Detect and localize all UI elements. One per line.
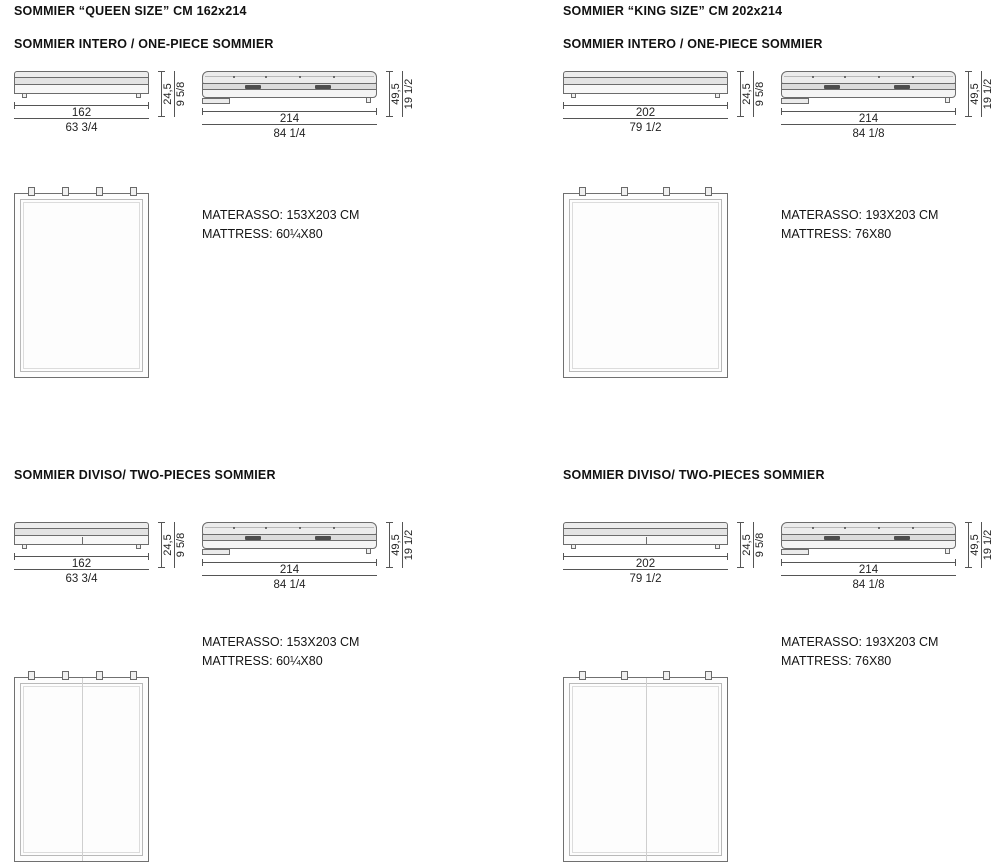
side-height-cm: 49,5 (969, 83, 981, 105)
mattress-tuft (878, 527, 880, 529)
sommier-base (781, 89, 956, 98)
elevation-row (563, 71, 995, 149)
dimension-line (781, 562, 956, 563)
panel-subtitle: SOMMIER INTERO / ONE-PIECE SOMMIER (563, 37, 823, 51)
sommier-side-view (202, 522, 377, 549)
dimension-line (202, 111, 377, 112)
spec-block (781, 633, 938, 671)
panel-subtitle: SOMMIER DIVISO/ TWO-PIECES SOMMIER (14, 468, 276, 482)
spec-mattress: MATTRESS: 60¼X80 (202, 227, 323, 241)
front-height-cm: 24,5 (741, 83, 753, 105)
spec-materasso: MATERASSO: 193X203 CM (781, 208, 939, 222)
side-length-cm: 214 (858, 564, 879, 576)
dimension-line-inches (781, 124, 956, 125)
plan-view (14, 193, 149, 378)
plan-split-line (646, 678, 647, 861)
spec-mattress: MATTRESS: 60¼X80 (202, 654, 323, 668)
sommier-base (781, 540, 956, 549)
mattress-tuft (233, 76, 235, 78)
front-elevation-drawing (14, 71, 187, 134)
band-clip (824, 536, 840, 540)
front-width-in: 63 3/4 (65, 573, 98, 585)
sommier-band (781, 534, 956, 541)
front-width-cm: 162 (71, 107, 92, 119)
side-length-in: 84 1/8 (852, 128, 885, 140)
panel-title: SOMMIER “KING SIZE” CM 202x214 (563, 4, 783, 18)
spec-materasso: MATERASSO: 193X203 CM (781, 635, 939, 649)
sommier-plinth (202, 549, 230, 555)
side-height-dimension (384, 522, 418, 568)
sommier-band (202, 83, 377, 90)
plan-bracket (28, 671, 35, 680)
side-elevation-drawing (781, 522, 994, 591)
front-height-in: 9 5/8 (754, 532, 766, 558)
mattress-tuft (333, 76, 335, 78)
panel-title: SOMMIER “QUEEN SIZE” CM 162x214 (14, 4, 247, 18)
front-height-dimension (156, 71, 190, 117)
mattress-seam (205, 527, 374, 528)
plan-bracket (62, 671, 69, 680)
mattress-seam (205, 76, 374, 77)
front-height-in: 9 5/8 (175, 81, 187, 107)
plan-inner-outline-2 (572, 202, 719, 369)
plan-bracket (130, 671, 137, 680)
plan-bracket (663, 187, 670, 196)
front-foot-left (22, 545, 27, 549)
spec-materasso: MATERASSO: 153X203 CM (202, 208, 360, 222)
sommier-base (202, 540, 377, 549)
mattress-tuft (299, 527, 301, 529)
side-height-cm: 49,5 (969, 534, 981, 556)
front-width-in: 79 1/2 (629, 573, 662, 585)
front-height-cm: 24,5 (162, 534, 174, 556)
front-width-in: 79 1/2 (629, 122, 662, 134)
front-elevation-drawing (563, 71, 766, 134)
dimension-line (14, 556, 149, 557)
front-width-cm: 202 (635, 107, 656, 119)
mattress-tuft (912, 76, 914, 78)
side-foot-right (366, 98, 371, 103)
side-foot-right (366, 549, 371, 554)
side-length-in: 84 1/4 (273, 128, 306, 140)
side-height-in: 19 1/2 (982, 529, 994, 561)
plan-bracket (705, 187, 712, 196)
plan-bracket (621, 187, 628, 196)
dimension-line-inches (202, 124, 377, 125)
band-clip (245, 536, 261, 540)
side-height-in: 19 1/2 (403, 78, 415, 110)
side-height-in: 19 1/2 (403, 529, 415, 561)
plan-bracket (130, 187, 137, 196)
side-elevation-drawing (202, 71, 415, 140)
sommier-front-view (14, 522, 149, 545)
band-clip (245, 85, 261, 89)
mattress-tuft (333, 527, 335, 529)
panel-queen-one-piece (14, 4, 484, 241)
dimension-line-inches (563, 569, 728, 570)
sommier-plinth (781, 98, 809, 104)
plan-bracket (579, 671, 586, 680)
panel-subtitle: SOMMIER INTERO / ONE-PIECE SOMMIER (14, 37, 274, 51)
front-foot-left (22, 94, 27, 98)
front-height-dimension (735, 71, 769, 117)
spec-mattress: MATTRESS: 76X80 (781, 227, 892, 241)
front-height-in: 9 5/8 (754, 81, 766, 107)
front-foot-left (571, 545, 576, 549)
front-height-dimension (735, 522, 769, 568)
mattress-tuft (265, 76, 267, 78)
side-elevation-drawing (781, 71, 994, 140)
plan-bracket (663, 671, 670, 680)
side-height-dimension (963, 522, 995, 568)
mattress-tuft (265, 527, 267, 529)
sommier-side-view (202, 71, 377, 98)
panel-subtitle: SOMMIER DIVISO/ TWO-PIECES SOMMIER (563, 468, 825, 482)
sommier-band (202, 534, 377, 541)
side-elevation-drawing (202, 522, 415, 591)
spec-materasso: MATERASSO: 153X203 CM (202, 635, 360, 649)
mattress-tuft (812, 527, 814, 529)
dimension-line (563, 556, 728, 557)
dimension-line (202, 562, 377, 563)
sommier-front-view (14, 71, 149, 94)
front-foot-right (136, 94, 141, 98)
plan-bracket (96, 187, 103, 196)
mattress-seam (784, 76, 953, 77)
front-elevation-drawing (14, 522, 187, 585)
front-height-in: 9 5/8 (175, 532, 187, 558)
side-height-dimension (963, 71, 995, 117)
dimension-line (781, 111, 956, 112)
side-height-in: 19 1/2 (982, 78, 994, 110)
dimension-line-inches (202, 575, 377, 576)
mattress-seam (784, 527, 953, 528)
dimension-line-inches (14, 118, 149, 119)
elevation-row (563, 522, 995, 600)
sommier-plinth (781, 549, 809, 555)
plan-bracket (621, 671, 628, 680)
side-length-cm: 214 (279, 113, 300, 125)
sommier-front-view (563, 71, 728, 94)
side-height-dimension (384, 71, 418, 117)
dimension-line (14, 105, 149, 106)
front-foot-right (136, 545, 141, 549)
front-width-in: 63 3/4 (65, 122, 98, 134)
mattress-tuft (844, 527, 846, 529)
mattress-tuft (812, 76, 814, 78)
dimension-line (563, 105, 728, 106)
panel-queen-two-pieces (14, 468, 484, 668)
band-clip (894, 536, 910, 540)
band-clip (824, 85, 840, 89)
elevation-row (14, 71, 484, 149)
sommier-front-view (563, 522, 728, 545)
plan-bracket (62, 187, 69, 196)
front-height-cm: 24,5 (162, 83, 174, 105)
dimension-line-inches (563, 118, 728, 119)
panel-king-one-piece (563, 4, 995, 241)
spec-block (202, 206, 359, 244)
sommier-band (781, 83, 956, 90)
plan-split-line (82, 678, 83, 861)
front-foot-right (715, 545, 720, 549)
plan-bracket (28, 187, 35, 196)
dimension-line-inches (14, 569, 149, 570)
side-length-cm: 214 (279, 564, 300, 576)
front-foot-left (571, 94, 576, 98)
plan-view (14, 677, 149, 862)
mattress-tuft (299, 76, 301, 78)
front-split-line (82, 537, 83, 545)
elevation-row (14, 522, 484, 600)
band-clip (894, 85, 910, 89)
plan-view (563, 193, 728, 378)
band-clip (315, 536, 331, 540)
plan-bracket (96, 671, 103, 680)
front-width-cm: 162 (71, 558, 92, 570)
front-height-dimension (156, 522, 190, 568)
mattress-tuft (844, 76, 846, 78)
sommier-side-view (781, 522, 956, 549)
plan-inner-outline-2 (23, 202, 140, 369)
plan-bracket (579, 187, 586, 196)
sommier-plinth (202, 98, 230, 104)
front-width-cm: 202 (635, 558, 656, 570)
side-length-in: 84 1/8 (852, 579, 885, 591)
side-foot-right (945, 98, 950, 103)
side-length-cm: 214 (858, 113, 879, 125)
dimension-line-inches (781, 575, 956, 576)
sommier-base (202, 89, 377, 98)
front-elevation-drawing (563, 522, 766, 585)
plan-bracket (705, 671, 712, 680)
panel-king-two-pieces (563, 468, 995, 668)
side-height-cm: 49,5 (390, 534, 402, 556)
side-length-in: 84 1/4 (273, 579, 306, 591)
plan-view (563, 677, 728, 862)
sommier-side-view (781, 71, 956, 98)
side-foot-right (945, 549, 950, 554)
band-clip (315, 85, 331, 89)
spec-block (202, 633, 359, 671)
front-base-slab (14, 84, 149, 94)
front-height-cm: 24,5 (741, 534, 753, 556)
mattress-tuft (878, 76, 880, 78)
front-base-slab (563, 84, 728, 94)
spec-mattress: MATTRESS: 76X80 (781, 654, 892, 668)
front-foot-right (715, 94, 720, 98)
side-height-cm: 49,5 (390, 83, 402, 105)
mattress-tuft (912, 527, 914, 529)
front-split-line (646, 537, 647, 545)
mattress-tuft (233, 527, 235, 529)
spec-block (781, 206, 938, 244)
